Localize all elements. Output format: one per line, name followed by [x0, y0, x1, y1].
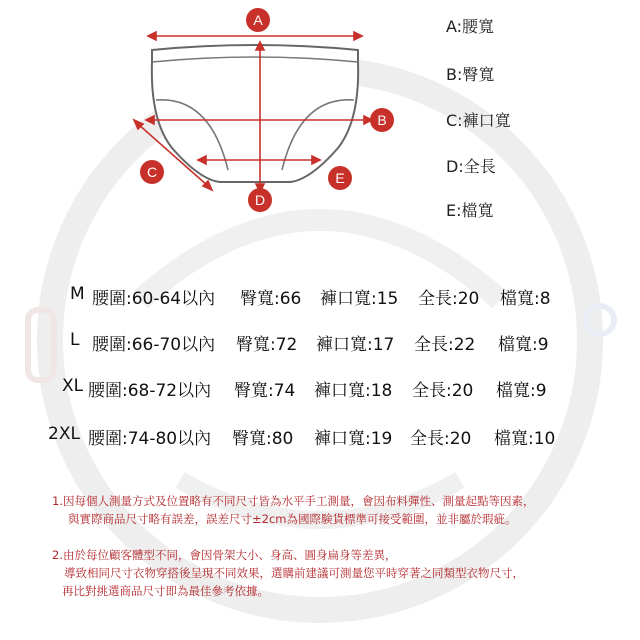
note-measurement-tolerance	[52, 492, 534, 528]
length-value: 全長:20	[418, 289, 480, 309]
legend-d: D:全長	[446, 157, 496, 176]
svg-text:A: A	[253, 12, 263, 28]
crotch-value: 檔寬:9	[496, 381, 547, 401]
crotch-value: 檔寬:8	[500, 289, 551, 309]
note-line: 再比對挑選商品尺寸即為最佳參考依據。	[62, 584, 269, 598]
legend-a: A:腰寬	[446, 17, 495, 36]
note-body-type	[52, 546, 524, 600]
waist-value: 腰圍:74-80以內	[88, 429, 212, 449]
length-value: 全長:22	[414, 335, 476, 355]
leg-value: 褲口寬:19	[314, 429, 393, 449]
waist-value: 腰圍:68-72以內	[88, 381, 212, 401]
svg-text:C: C	[146, 164, 158, 180]
size-label: L	[70, 330, 80, 350]
legend-e: E:檔寬	[446, 201, 494, 220]
svg-text:D: D	[254, 192, 266, 208]
leg-value: 褲口寬:18	[314, 381, 393, 401]
size-row-2xl	[0, 424, 640, 450]
marker-b	[370, 108, 394, 132]
size-row-xl	[0, 376, 640, 402]
hip-value: 臀寬:72	[236, 335, 298, 355]
marker-e	[328, 166, 352, 190]
size-label: M	[70, 284, 85, 304]
svg-text:B: B	[377, 112, 387, 128]
leg-value: 褲口寬:15	[320, 289, 399, 309]
legend-c: C:褲口寬	[446, 111, 511, 130]
note-line: 1.因每個人測量方式及位置略有不同尺寸皆為水平手工測量，會因布料彈性、測量起點等因素，	[52, 494, 535, 508]
note-line: 2.由於每位顧客體型不同，會因骨架大小、身高、圓身扁身等差異，	[52, 548, 397, 562]
marker-d	[248, 188, 272, 212]
note-line: 與實際商品尺寸略有誤差，誤差尺寸±2cm為國際験貨標準可接受範圍，並非屬於瑕疵。	[68, 512, 517, 526]
svg-text:E: E	[335, 170, 345, 186]
length-value: 全長:20	[412, 381, 474, 401]
waist-value: 腰圍:66-70以內	[92, 335, 216, 355]
note-line: 導致相同尺寸衣物穿搭後呈現不同效果，選購前建議可測量您平時穿著之同類型衣物尺寸，	[64, 566, 524, 580]
waist-value: 腰圍:60-64以內	[92, 289, 216, 309]
panty-diagram	[130, 0, 430, 220]
waist-arrow	[148, 32, 362, 40]
legend-b: B:臀寬	[446, 65, 495, 84]
leg-value: 褲口寬:17	[316, 335, 395, 355]
size-label: XL	[62, 376, 84, 396]
marker-c	[140, 160, 164, 184]
size-row-m	[0, 284, 640, 310]
size-label: 2XL	[48, 424, 80, 444]
crotch-value: 檔寬:9	[498, 335, 549, 355]
marker-a	[246, 8, 270, 32]
length-value: 全長:20	[410, 429, 472, 449]
size-row-l	[0, 330, 640, 356]
crotch-value: 檔寬:10	[494, 429, 556, 449]
hip-value: 臀寬:80	[232, 429, 294, 449]
hip-value: 臀寬:74	[234, 381, 296, 401]
panty-outline	[152, 45, 358, 182]
hip-value: 臀寬:66	[240, 289, 302, 309]
